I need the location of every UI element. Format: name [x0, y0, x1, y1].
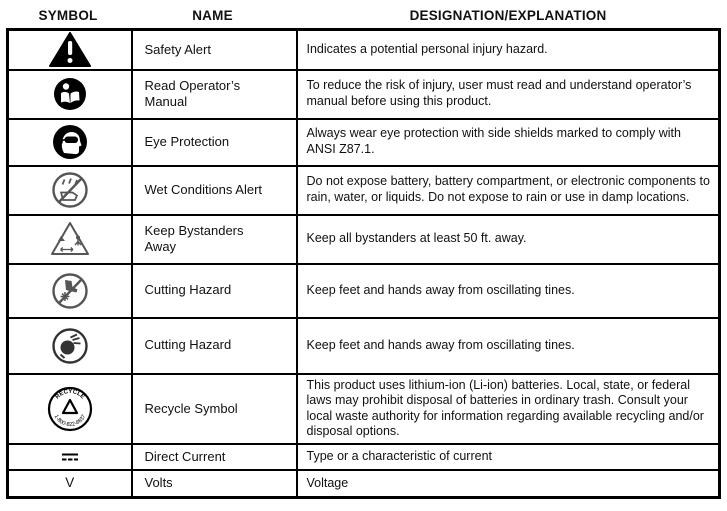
symbol-cell	[8, 264, 132, 318]
symbols-table	[6, 28, 721, 499]
table-header	[6, 2, 721, 28]
explanation-cell: This product uses lithium-ion (Li-ion) batteries. Local, state, or federal laws may prohibit disposal of batteries in ordinary trash. Consult your local waste authority for information regarding available recycling and/or disposal options.	[297, 374, 720, 445]
name-cell: Cutting Hazard	[132, 264, 297, 318]
symbol-cell	[8, 119, 132, 166]
explanation-cell: Do not expose battery, battery compartment, or electronic components to rain, water, or liquids. Do not expose to rain or use in damp locations.	[297, 166, 720, 215]
table-row	[8, 119, 720, 166]
name-cell: Direct Current	[132, 444, 297, 470]
table-row	[8, 470, 720, 497]
table-row	[8, 166, 720, 215]
explanation-cell: Indicates a potential personal injury hazard.	[297, 30, 720, 70]
header-symbol: SYMBOL	[38, 7, 98, 23]
wet-conditions-alert-icon	[9, 171, 131, 209]
symbol-cell	[8, 166, 132, 215]
table-row	[8, 444, 720, 470]
header-designation: DESIGNATION/EXPLANATION	[409, 7, 607, 23]
name-cell: Cutting Hazard	[132, 318, 297, 374]
name-cell: Volts	[132, 470, 297, 497]
recycle-seal-bottom-text: 1-800-822-8837	[52, 413, 88, 428]
table-row	[8, 374, 720, 445]
name-cell: Wet Conditions Alert	[132, 166, 297, 215]
table-row	[8, 215, 720, 264]
recycle-seal-icon	[9, 386, 131, 432]
symbol-cell	[8, 470, 132, 497]
symbol-cell	[8, 318, 132, 374]
explanation-cell: Keep all bystanders at least 50 ft. away.	[297, 215, 720, 264]
name-cell: Eye Protection	[132, 119, 297, 166]
cutting-hazard-foot-icon	[9, 272, 131, 310]
explanation-cell: Voltage	[297, 470, 720, 497]
table-row	[8, 264, 720, 318]
volts-symbol: V	[65, 475, 75, 491]
symbol-cell	[8, 30, 132, 70]
symbol-cell	[8, 215, 132, 264]
read-operators-manual-icon	[9, 77, 131, 111]
eye-protection-icon	[9, 124, 131, 160]
explanation-cell: Type or a characteristic of current	[297, 444, 720, 470]
symbol-cell	[8, 444, 132, 470]
table-row	[8, 30, 720, 70]
name-cell: Recycle Symbol	[132, 374, 297, 445]
table-row	[8, 70, 720, 119]
cutting-hazard-hand-icon	[9, 327, 131, 365]
explanation-cell: To reduce the risk of injury, user must read and understand operator’s manual before using this product.	[297, 70, 720, 119]
direct-current-icon	[9, 452, 131, 462]
keep-bystanders-away-icon	[9, 221, 131, 257]
recycle-seal-top-text: RECYCLE	[54, 388, 86, 401]
name-cell: Read Operator’s Manual	[132, 70, 297, 119]
name-cell: Keep Bystanders Away	[132, 215, 297, 264]
explanation-cell: Keep feet and hands away from oscillating tines.	[297, 318, 720, 374]
symbol-cell	[8, 70, 132, 119]
name-cell: Safety Alert	[132, 30, 297, 70]
table-row	[8, 318, 720, 374]
safety-alert-icon	[9, 32, 131, 68]
explanation-cell: Keep feet and hands away from oscillating tines.	[297, 264, 720, 318]
symbol-cell	[8, 374, 132, 445]
explanation-cell: Always wear eye protection with side shields marked to comply with ANSI Z87.1.	[297, 119, 720, 166]
header-name: NAME	[192, 7, 233, 23]
